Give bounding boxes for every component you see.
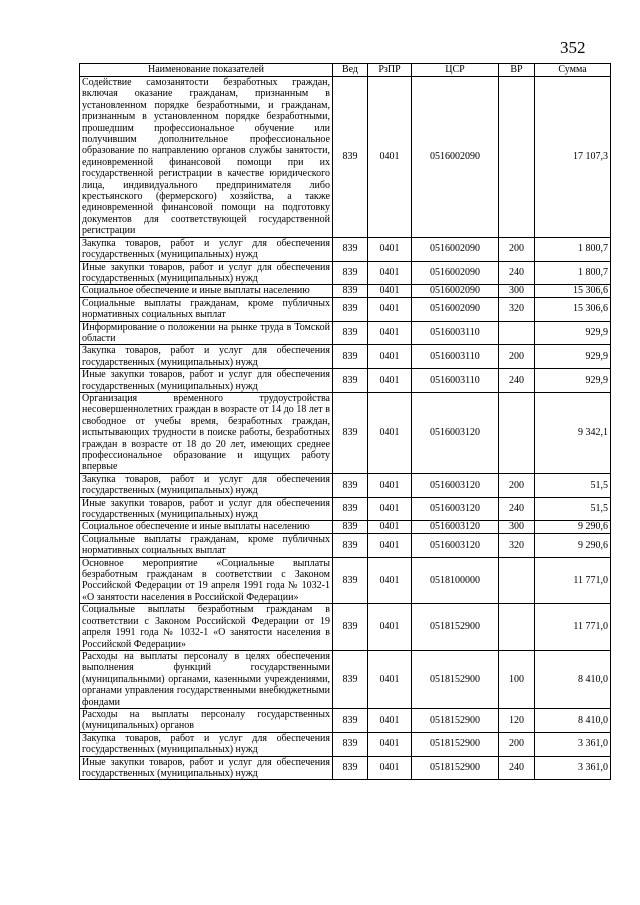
cell-vr [499,392,535,473]
cell-csr: 0518152900 [412,708,499,732]
table-row [80,604,611,651]
cell-vr: 240 [499,261,535,285]
cell-name: Иные закупки товаров, работ и услуг для обеспечения государственных (муниципальных) нужд [80,369,333,393]
cell-csr: 0516003120 [412,521,499,533]
cell-csr: 0516002090 [412,237,499,261]
page-number: 352 [560,38,586,57]
cell-rzpr: 0401 [368,604,412,651]
cell-sum: 17 107,3 [535,77,611,238]
cell-csr: 0516002090 [412,285,499,297]
cell-ved: 839 [333,321,368,345]
cell-sum: 3 361,0 [535,732,611,756]
cell-csr: 0516002090 [412,261,499,285]
table-row [80,392,611,473]
cell-vr: 300 [499,285,535,297]
cell-sum: 9 290,6 [535,521,611,533]
cell-ved: 839 [333,732,368,756]
cell-name: Иные закупки товаров, работ и услуг для обеспечения государственных (муниципальных) нужд [80,756,333,780]
table-row [80,297,611,321]
table-row [80,756,611,780]
cell-name: Основное мероприятие «Социальные выплаты безработным гражданам в соответствии с Законом Российской Федерации от 19 апреля 1991 года № 1032-1 «О занятости населения в Российской Федерации» [80,557,333,604]
cell-name: Расходы на выплаты персоналу государственных (муниципальных) органов [80,708,333,732]
cell-rzpr: 0401 [368,261,412,285]
cell-vr: 240 [499,369,535,393]
cell-sum: 1 800,7 [535,237,611,261]
cell-rzpr: 0401 [368,533,412,557]
cell-rzpr: 0401 [368,521,412,533]
cell-ved: 839 [333,650,368,708]
cell-ved: 839 [333,756,368,780]
cell-name: Расходы на выплаты персоналу в целях обеспечения выполнения функций государственными (муниципальными) органами, казенными учреждениями, органами управления государственными внебюджетными фондами [80,650,333,708]
cell-name: Социальное обеспечение и иные выплаты населению [80,521,333,533]
cell-name: Содействие самозанятости безработных граждан, включая оказание гражданам, признанным в установленном порядке безработными, и гражданам, признанным в установленном порядке безработными, прошедшим профессиональное обучение или получившим дополнительное профессиональное образование по направлению органов службы занятости, единовременной финансовой помощи при их государственной регистрации в качестве юридического лица, индивидуального предпринимателя либо крестьянского (фермерского) хозяйства, а также единовременной финансовой помощи на подготовку документов для соответствующей государственной регистрации [80,77,333,238]
cell-csr: 0518152900 [412,604,499,651]
table-row [80,533,611,557]
cell-rzpr: 0401 [368,297,412,321]
cell-vr: 240 [499,497,535,521]
cell-sum: 15 306,6 [535,285,611,297]
cell-rzpr: 0401 [368,650,412,708]
cell-name: Социальное обеспечение и иные выплаты населению [80,285,333,297]
table-row [80,369,611,393]
cell-name: Иные закупки товаров, работ и услуг для обеспечения государственных (муниципальных) нужд [80,497,333,521]
cell-ved: 839 [333,345,368,369]
table-row [80,77,611,238]
cell-ved: 839 [333,297,368,321]
cell-sum: 1 800,7 [535,261,611,285]
header-sum: Сумма [535,64,611,77]
cell-sum: 929,9 [535,321,611,345]
cell-vr: 200 [499,345,535,369]
cell-sum: 929,9 [535,345,611,369]
table-row [80,237,611,261]
cell-csr: 0518100000 [412,557,499,604]
cell-ved: 839 [333,473,368,497]
cell-sum: 9 290,6 [535,533,611,557]
cell-csr: 0516003110 [412,369,499,393]
cell-sum: 51,5 [535,497,611,521]
header-csr: ЦСР [412,64,499,77]
cell-vr: 320 [499,297,535,321]
cell-name: Социальные выплаты безработным гражданам в соответствии с Законом Российской Федерации от 19 апреля 1991 года № 1032-1 «О занятости населения в Российской Федерации» [80,604,333,651]
cell-csr: 0516003120 [412,473,499,497]
cell-ved: 839 [333,369,368,393]
cell-ved: 839 [333,77,368,238]
table-header-row [80,64,611,77]
cell-ved: 839 [333,708,368,732]
cell-name: Закупка товаров, работ и услуг для обеспечения государственных (муниципальных) нужд [80,345,333,369]
cell-vr [499,77,535,238]
cell-ved: 839 [333,604,368,651]
cell-ved: 839 [333,521,368,533]
cell-vr: 100 [499,650,535,708]
cell-csr: 0518152900 [412,756,499,780]
cell-name: Закупка товаров, работ и услуг для обеспечения государственных (муниципальных) нужд [80,732,333,756]
cell-csr: 0516002090 [412,297,499,321]
cell-rzpr: 0401 [368,237,412,261]
cell-name: Социальные выплаты гражданам, кроме публичных нормативных социальных выплат [80,297,333,321]
cell-csr: 0516003120 [412,533,499,557]
cell-sum: 8 410,0 [535,650,611,708]
cell-name: Информирование о положении на рынке труда в Томской области [80,321,333,345]
cell-ved: 839 [333,497,368,521]
table-row [80,557,611,604]
table-row [80,521,611,533]
cell-name: Социальные выплаты гражданам, кроме публичных нормативных социальных выплат [80,533,333,557]
cell-rzpr: 0401 [368,732,412,756]
table-row [80,345,611,369]
table-row [80,261,611,285]
cell-sum: 15 306,6 [535,297,611,321]
cell-rzpr: 0401 [368,369,412,393]
cell-vr: 320 [499,533,535,557]
table-row [80,732,611,756]
cell-csr: 0516003110 [412,345,499,369]
cell-sum: 11 771,0 [535,604,611,651]
header-ved: Вед [333,64,368,77]
cell-ved: 839 [333,261,368,285]
cell-rzpr: 0401 [368,497,412,521]
cell-ved: 839 [333,533,368,557]
cell-rzpr: 0401 [368,756,412,780]
cell-vr: 120 [499,708,535,732]
cell-vr: 200 [499,237,535,261]
cell-csr: 0518152900 [412,650,499,708]
table-row [80,708,611,732]
cell-sum: 3 361,0 [535,756,611,780]
budget-table [79,63,611,780]
cell-rzpr: 0401 [368,473,412,497]
cell-rzpr: 0401 [368,345,412,369]
cell-vr [499,557,535,604]
cell-sum: 8 410,0 [535,708,611,732]
cell-rzpr: 0401 [368,557,412,604]
cell-csr: 0516003120 [412,497,499,521]
cell-sum: 51,5 [535,473,611,497]
cell-sum: 9 342,1 [535,392,611,473]
cell-rzpr: 0401 [368,708,412,732]
cell-sum: 929,9 [535,369,611,393]
cell-vr: 300 [499,521,535,533]
table-row [80,650,611,708]
cell-rzpr: 0401 [368,77,412,238]
table-row [80,473,611,497]
cell-rzpr: 0401 [368,392,412,473]
table-row [80,321,611,345]
cell-name: Иные закупки товаров, работ и услуг для обеспечения государственных (муниципальных) нужд [80,261,333,285]
table-row [80,497,611,521]
header-rzpr: РзПР [368,64,412,77]
cell-ved: 839 [333,285,368,297]
cell-vr [499,604,535,651]
cell-csr: 0516002090 [412,77,499,238]
header-vr: ВР [499,64,535,77]
cell-vr: 200 [499,473,535,497]
cell-name: Закупка товаров, работ и услуг для обеспечения государственных (муниципальных) нужд [80,473,333,497]
cell-ved: 839 [333,557,368,604]
cell-vr [499,321,535,345]
header-name: Наименование показателей [80,64,333,77]
cell-csr: 0518152900 [412,732,499,756]
cell-ved: 839 [333,237,368,261]
cell-sum: 11 771,0 [535,557,611,604]
cell-rzpr: 0401 [368,321,412,345]
table-row [80,285,611,297]
cell-vr: 240 [499,756,535,780]
cell-name: Организация временного трудоустройства несовершеннолетних граждан в возрасте от 14 до 18 лет в свободное от учебы время, безработных граждан, испытывающих трудности в поиске работы, безработных граждан в возрасте от 18 до 20 лет, имеющих среднее профессиональное образование и ищущих работу впервые [80,392,333,473]
cell-ved: 839 [333,392,368,473]
cell-vr: 200 [499,732,535,756]
cell-csr: 0516003120 [412,392,499,473]
cell-name: Закупка товаров, работ и услуг для обеспечения государственных (муниципальных) нужд [80,237,333,261]
cell-rzpr: 0401 [368,285,412,297]
cell-csr: 0516003110 [412,321,499,345]
